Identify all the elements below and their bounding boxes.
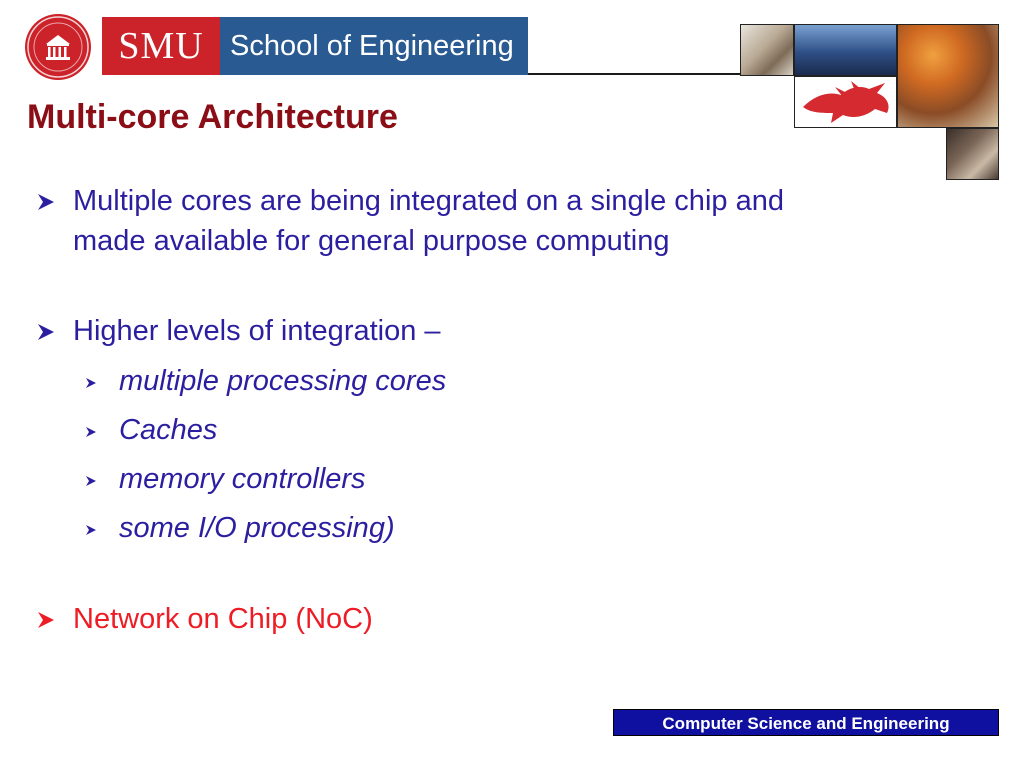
portrait-photo xyxy=(740,24,794,76)
sub-bullet-text: multiple processing cores xyxy=(119,365,447,397)
sub-bullet-text: Caches xyxy=(119,414,218,446)
autumn-tree-photo xyxy=(897,24,999,128)
bullet-text: Higher levels of integration – xyxy=(73,315,441,347)
school-name: School of Engineering xyxy=(220,17,528,75)
mustang-logo-icon xyxy=(794,76,897,128)
arrow-bullet-icon xyxy=(36,311,60,351)
header-divider xyxy=(528,73,740,75)
arrow-bullet-icon xyxy=(85,459,101,499)
building-photo xyxy=(794,24,897,76)
footer-department: Computer Science and Engineering xyxy=(613,709,999,736)
arrow-bullet-icon xyxy=(85,508,101,548)
slide-title: Multi-core Architecture xyxy=(27,98,398,136)
arrow-bullet-icon xyxy=(85,410,101,450)
arrow-bullet-icon xyxy=(85,361,101,401)
sub-bullet-text: memory controllers xyxy=(119,463,366,495)
university-seal-icon xyxy=(25,14,91,80)
arrow-bullet-icon xyxy=(36,599,60,639)
sub-bullet-text: some I/O processing) xyxy=(119,512,395,544)
bullet-text: Multiple cores are being integrated on a single chip and xyxy=(73,185,784,217)
arrow-bullet-icon xyxy=(36,181,60,221)
bullet-text: Network on Chip (NoC) xyxy=(73,603,373,635)
smu-logo-text: SMU xyxy=(102,17,220,75)
lab-photo xyxy=(946,128,999,180)
bullet-text-continuation: made available for general purpose computing xyxy=(73,225,670,257)
